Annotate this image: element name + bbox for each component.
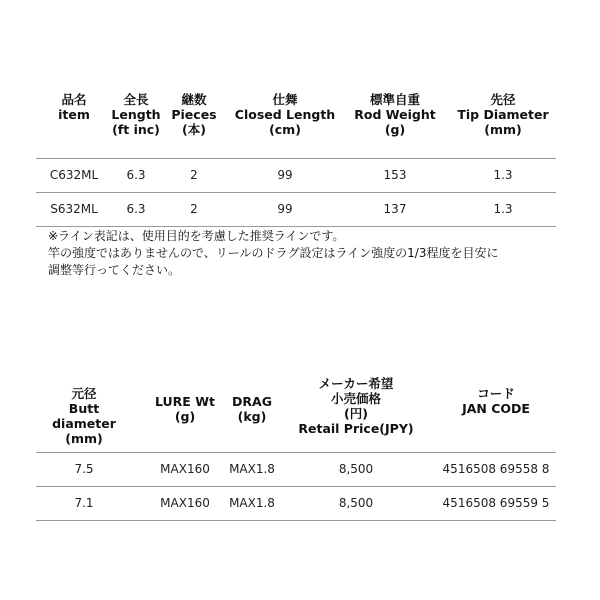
note-line-1: ※ライン表記は、使用目的を考慮した推奨ラインです。 [48,229,345,243]
cell-length: 6.3 [126,168,146,182]
cell-item: S632ML [50,202,98,216]
header-closed-length [230,92,340,137]
header-weight-ja: 標準自重 [369,92,420,107]
cell-tip-diameter: 1.3 [493,202,513,216]
header-butt-diameter [36,386,132,446]
table-row [36,192,556,227]
cell-jan-code: 4516508 69559 5 [442,496,550,510]
price-spec-table [36,376,556,526]
cell-retail-price: 8,500 [338,496,374,510]
header-drag-en: DRAG [232,394,272,409]
header-retail-price [288,376,424,436]
header-closed-en: Closed Length [234,107,336,122]
header-length-unit: (ft inc) [112,122,160,137]
header-pieces-ja: 継数 [181,92,207,107]
header-length-ja: 全長 [123,92,149,107]
header-item-ja: 品名 [61,92,87,107]
price-table-header [36,376,556,452]
header-price-ja: 小売価格 [330,391,381,406]
header-tip-diameter [450,92,556,137]
cell-closed-length: 99 [277,168,293,182]
header-pieces [164,92,224,137]
header-butt-unit: (mm) [65,431,103,446]
cell-rod-weight: 137 [383,202,407,216]
cell-rod-weight: 153 [383,168,407,182]
note-line-2: 竿の強度ではありませんので、リールのドラグ設定はライン強度の1/3程度を目安に [48,246,499,260]
cell-item: C632ML [49,168,99,182]
cell-drag: MAX1.8 [229,496,275,510]
cell-drag: MAX1.8 [229,462,275,476]
header-code-en: JAN CODE [462,401,530,416]
cell-pieces: 2 [190,168,198,182]
note-line-3: 調整等行ってください。 [48,263,181,277]
header-lure-en: LURE Wt [155,394,215,409]
header-butt-en: Butt diameter [52,401,116,431]
cell-length: 6.3 [126,202,146,216]
header-item [36,92,112,122]
header-lure-wt [146,394,224,424]
header-pieces-unit: (本) [182,122,206,137]
header-tip-unit: (mm) [484,122,522,137]
header-code-ja: コード [477,386,515,401]
cell-pieces: 2 [190,202,198,216]
cell-butt-diameter: 7.5 [74,462,94,476]
rod-spec-table [36,92,556,232]
table-row [36,452,556,486]
header-jan-code [436,386,556,416]
table-row [36,158,556,192]
header-price-en: Retail Price(JPY) [298,421,414,436]
cell-lure-wt: MAX160 [160,462,210,476]
header-tip-en: Tip Diameter [457,107,549,122]
header-lure-unit: (g) [174,409,196,424]
cell-jan-code: 4516508 69558 8 [442,462,550,476]
header-closed-ja: 仕舞 [272,92,298,107]
header-pieces-en: Pieces [171,107,217,122]
table-row [36,486,556,521]
header-price-maker: メーカー希望 [318,376,394,391]
line-note [48,228,498,279]
spec-table-header [36,92,556,158]
cell-butt-diameter: 7.1 [74,496,94,510]
header-item-en: item [58,107,90,122]
header-weight-en: Rod Weight [354,107,436,122]
header-drag-unit: (kg) [237,409,267,424]
header-price-unit: (円) [344,406,368,421]
header-closed-unit: (cm) [269,122,301,137]
cell-closed-length: 99 [277,202,293,216]
cell-tip-diameter: 1.3 [493,168,513,182]
header-length [108,92,164,137]
header-tip-ja: 先径 [490,92,516,107]
header-rod-weight [350,92,440,137]
cell-lure-wt: MAX160 [160,496,210,510]
header-butt-ja: 元径 [71,386,97,401]
header-drag [224,394,280,424]
header-weight-unit: (g) [384,122,406,137]
cell-retail-price: 8,500 [338,462,374,476]
header-length-en: Length [111,107,161,122]
